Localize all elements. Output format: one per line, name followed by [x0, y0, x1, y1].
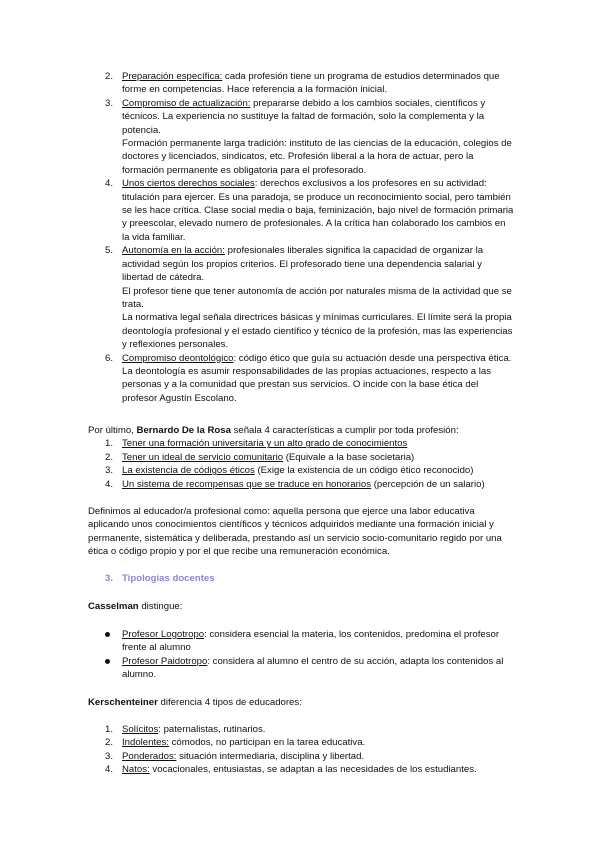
bullet-icon — [105, 659, 110, 664]
item-number: 4. — [105, 178, 114, 190]
item-term: La existencia de códigos éticos — [122, 465, 255, 477]
list-item — [88, 70, 514, 97]
list-item — [88, 464, 514, 477]
list-item — [88, 177, 514, 244]
item-term: Compromiso de actualización: — [122, 97, 251, 109]
intro-text: distingue: — [138, 601, 183, 612]
item-number: 1. — [105, 438, 114, 450]
author-name: Bernardo De la Rosa — [136, 425, 231, 436]
list-item — [88, 750, 514, 763]
intro-text: señala 4 características a cumplir por toda profesión: — [230, 425, 459, 436]
list-item — [88, 628, 514, 655]
item-term: Tener un ideal de servicio comunitario — [122, 451, 284, 463]
list-item — [88, 655, 514, 682]
item-text: : considera esencial la materia, los contenidos, predomina el profesor frente al alumno — [122, 629, 500, 654]
item-paragraph: La normativa legal señala directrices básicas y mínimas curriculares. El límite será la propia deontología profesional y el estado científico y técnico de la profesión, mas las experiencias y reflexiones personales. — [122, 312, 513, 351]
item-text: profesionales liberales significa la capacidad de organizar la actividad según los propios criterios. El profesorado tiene una dependencia salarial y libertad de cátedra. — [122, 245, 484, 284]
item-text: (Exige la existencia de un código ético reconocido) — [254, 465, 474, 477]
item-number: 2. — [105, 737, 114, 749]
definition-paragraph — [88, 505, 514, 559]
definition-text: Definimos al educador/a profesional como: aquella persona que ejerce una labor educativa aplicando unos conocimientos científicos y técnicos adquiridos mediante una formación inicial y permanente, sistemática y deliberada, prestando así un servicio socio-comunitario regido por una ética o código propio y por el que recibe una remuneración económica. — [88, 506, 502, 558]
intro-text: Por último, — [88, 425, 137, 436]
author-name: Kerschenteiner — [88, 697, 158, 708]
item-paragraph: Formación permanente larga tradición: instituto de las ciencias de la educación, colegios de doctores y licenciados, sindicatos, etc. Profesión liberal a la hora de actuar, pero la formación permanente es obligatoria para el profesorado. — [122, 138, 512, 176]
kersch-intro — [88, 696, 514, 709]
item-term: Compromiso deontológico — [122, 352, 234, 364]
item-paragraph: El profesor tiene que tener autonomía de acción por naturales misma de la actividad que se trata. — [122, 285, 512, 310]
item-term: Profesor Logotropo — [122, 629, 205, 640]
item-term: Solícitos — [122, 724, 159, 735]
item-term: Preparación específica: — [122, 71, 223, 82]
rosa-section — [88, 424, 514, 491]
item-text: cada profesión tiene un programa de estudios determinados que forme en competencias. Hace referencia a la formación inicial. — [122, 71, 500, 96]
item-text: : derechos exclusivos a los profesores en su actividad: titulación para ejercer. Es una paradoja, se produce un reconocimiento social, pero también se les hace crítica. Clase social media o baja, feminización, bajo nivel de formación primaria y preescolar, elevado numero de profesionales. A la crítica han colaborado los cambios en la vida familiar. — [122, 178, 514, 243]
heading-number: 3. — [105, 573, 114, 584]
item-number: 5. — [105, 245, 114, 257]
item-number: 1. — [105, 724, 114, 735]
item-text: (percepción de un salario) — [371, 478, 485, 490]
intro-text: diferencia 4 tipos de educadores: — [157, 697, 302, 708]
item-number: 2. — [105, 451, 114, 463]
item-text: : considera al alumno el centro de su acción, adapta los contenidos al alumno. — [122, 655, 504, 681]
item-number: 4. — [105, 478, 114, 490]
characteristics-list — [88, 70, 514, 405]
item-text: : paternalistas, rutinarios. — [158, 724, 266, 735]
item-text: vocacionales, entusiastas, se adaptan a las necesidades de los estudiantes. — [149, 764, 477, 776]
item-term: Un sistema de recompensas que se traduce en honorarios — [122, 478, 372, 490]
heading-title: Tipologías docentes — [122, 573, 215, 584]
rosa-intro — [88, 424, 514, 437]
list-item — [88, 451, 514, 464]
item-text: prepararse debido a los cambios sociales, científicos y técnicos. La experiencia no sustituye la faltad de formación, solo la complementa y la potencia. — [122, 97, 486, 136]
kersch-list — [88, 723, 514, 777]
item-text: (Equivale a la base societaria) — [283, 451, 415, 463]
item-text: : código ético que guía su actuación desde una perspectiva ética. La deontología es asumir responsabilidades de las propias actuaciones, respecto a las personas y a la comunidad que prestan sus servicios. O incide con la base ética del profesor Agustín Escolano. — [122, 352, 512, 404]
item-term: Profesor Paidotropo — [122, 655, 208, 667]
item-text: situación intermediaria, disciplina y libertad. — [176, 750, 365, 762]
casselman-intro — [88, 600, 514, 613]
bullet-icon — [105, 632, 110, 637]
section-heading — [105, 572, 531, 585]
casselman-list — [88, 628, 514, 682]
item-term: Unos ciertos derechos sociales — [122, 178, 255, 190]
item-number: 6. — [105, 352, 114, 364]
item-number: 2. — [105, 71, 114, 82]
list-item — [88, 763, 514, 776]
item-term: Autonomía en la acción: — [122, 245, 225, 257]
author-name: Casselman — [88, 601, 139, 612]
list-item — [88, 736, 514, 749]
item-number: 4. — [105, 764, 114, 776]
item-number: 3. — [105, 97, 114, 109]
item-text: cómodos, no participan en la tarea educativa. — [168, 737, 366, 749]
item-term: Indolentes: — [122, 737, 169, 749]
item-term: Tener una formación universitaria y un alto grado de conocimientos — [122, 438, 408, 450]
list-item — [88, 437, 514, 450]
list-item — [88, 352, 514, 406]
list-item — [88, 244, 514, 351]
list-item — [88, 97, 514, 177]
list-item — [88, 723, 514, 736]
item-term: Natos: — [122, 764, 150, 776]
item-number: 3. — [105, 750, 114, 762]
item-term: Ponderados: — [122, 750, 177, 762]
item-number: 3. — [105, 465, 114, 477]
list-item — [88, 478, 514, 491]
